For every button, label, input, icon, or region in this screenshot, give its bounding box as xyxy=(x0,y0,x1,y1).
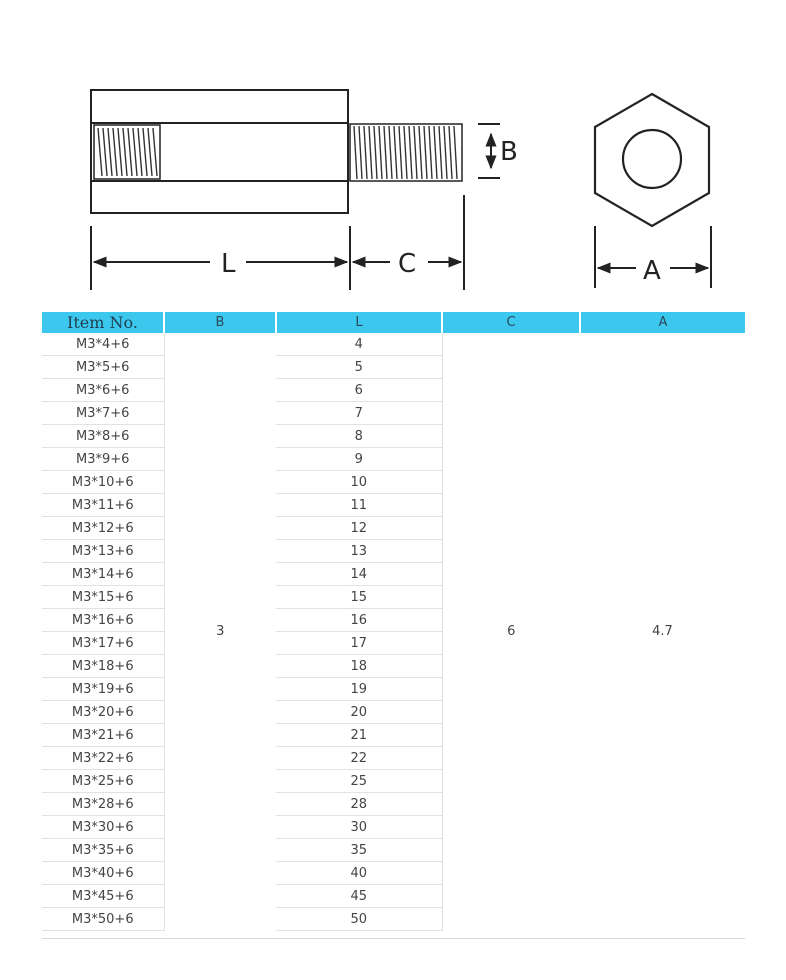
item-no-cell: M3*20+6 xyxy=(42,701,164,724)
b-value-cell: 3 xyxy=(216,624,225,640)
l-value-cell: 4 xyxy=(276,333,442,356)
external-thread xyxy=(350,124,462,181)
item-no-cell: M3*6+6 xyxy=(42,379,164,402)
item-no-cell: M3*10+6 xyxy=(42,471,164,494)
l-value-cell: 35 xyxy=(276,839,442,862)
item-no-cell: M3*13+6 xyxy=(42,540,164,563)
l-value-cell: 13 xyxy=(276,540,442,563)
l-value-cell: 6 xyxy=(276,379,442,402)
item-no-cell: M3*28+6 xyxy=(42,793,164,816)
dimension-b xyxy=(478,124,500,178)
header-b: B xyxy=(164,312,276,333)
label-b: B xyxy=(500,137,518,167)
l-value-cell: 10 xyxy=(276,471,442,494)
c-value-cell: 6 xyxy=(507,624,516,640)
item-no-cell: M3*22+6 xyxy=(42,747,164,770)
l-value-cell: 30 xyxy=(276,816,442,839)
l-value-cell: 21 xyxy=(276,724,442,747)
item-no-cell: M3*25+6 xyxy=(42,770,164,793)
l-value-cell: 5 xyxy=(276,356,442,379)
item-no-cell: M3*19+6 xyxy=(42,678,164,701)
label-a: A xyxy=(643,256,661,286)
label-c: C xyxy=(398,249,417,279)
item-no-cell: M3*8+6 xyxy=(42,425,164,448)
l-value-cell: 11 xyxy=(276,494,442,517)
l-value-cell: 17 xyxy=(276,632,442,655)
l-value-cell: 20 xyxy=(276,701,442,724)
item-no-cell: M3*17+6 xyxy=(42,632,164,655)
header-item-no: Item No. xyxy=(42,312,164,333)
item-no-cell: M3*50+6 xyxy=(42,908,164,931)
l-value-cell: 14 xyxy=(276,563,442,586)
header-l: L xyxy=(276,312,442,333)
l-value-cell: 8 xyxy=(276,425,442,448)
table-header-row xyxy=(42,312,745,333)
l-value-cell: 50 xyxy=(276,908,442,931)
l-value-cell: 7 xyxy=(276,402,442,425)
item-no-cell: M3*30+6 xyxy=(42,816,164,839)
label-l: L xyxy=(221,249,236,279)
item-no-cell: M3*18+6 xyxy=(42,655,164,678)
header-c: C xyxy=(442,312,580,333)
table-bottom-rule xyxy=(42,938,745,939)
l-value-cell: 28 xyxy=(276,793,442,816)
l-value-cell: 9 xyxy=(276,448,442,471)
l-value-cell: 45 xyxy=(276,885,442,908)
item-no-cell: M3*14+6 xyxy=(42,563,164,586)
l-value-cell: 15 xyxy=(276,586,442,609)
standoff-technical-drawing xyxy=(0,0,786,300)
item-no-cell: M3*21+6 xyxy=(42,724,164,747)
l-value-cell: 12 xyxy=(276,517,442,540)
internal-thread xyxy=(98,128,157,176)
l-value-cell: 19 xyxy=(276,678,442,701)
l-value-cell: 40 xyxy=(276,862,442,885)
spec-table xyxy=(42,312,745,931)
item-no-cell: M3*16+6 xyxy=(42,609,164,632)
hex-end-view xyxy=(595,94,709,226)
item-no-cell: M3*7+6 xyxy=(42,402,164,425)
item-no-cell: M3*35+6 xyxy=(42,839,164,862)
header-a: A xyxy=(580,312,745,333)
item-no-cell: M3*9+6 xyxy=(42,448,164,471)
a-value-cell: 4.7 xyxy=(652,624,673,640)
item-no-cell: M3*45+6 xyxy=(42,885,164,908)
item-no-cell: M3*5+6 xyxy=(42,356,164,379)
item-no-cell: M3*11+6 xyxy=(42,494,164,517)
item-no-cell: M3*15+6 xyxy=(42,586,164,609)
item-no-cell: M3*4+6 xyxy=(42,333,164,356)
table-row xyxy=(42,333,745,356)
l-value-cell: 22 xyxy=(276,747,442,770)
item-no-cell: M3*12+6 xyxy=(42,517,164,540)
l-value-cell: 18 xyxy=(276,655,442,678)
l-value-cell: 25 xyxy=(276,770,442,793)
l-value-cell: 16 xyxy=(276,609,442,632)
item-no-cell: M3*40+6 xyxy=(42,862,164,885)
